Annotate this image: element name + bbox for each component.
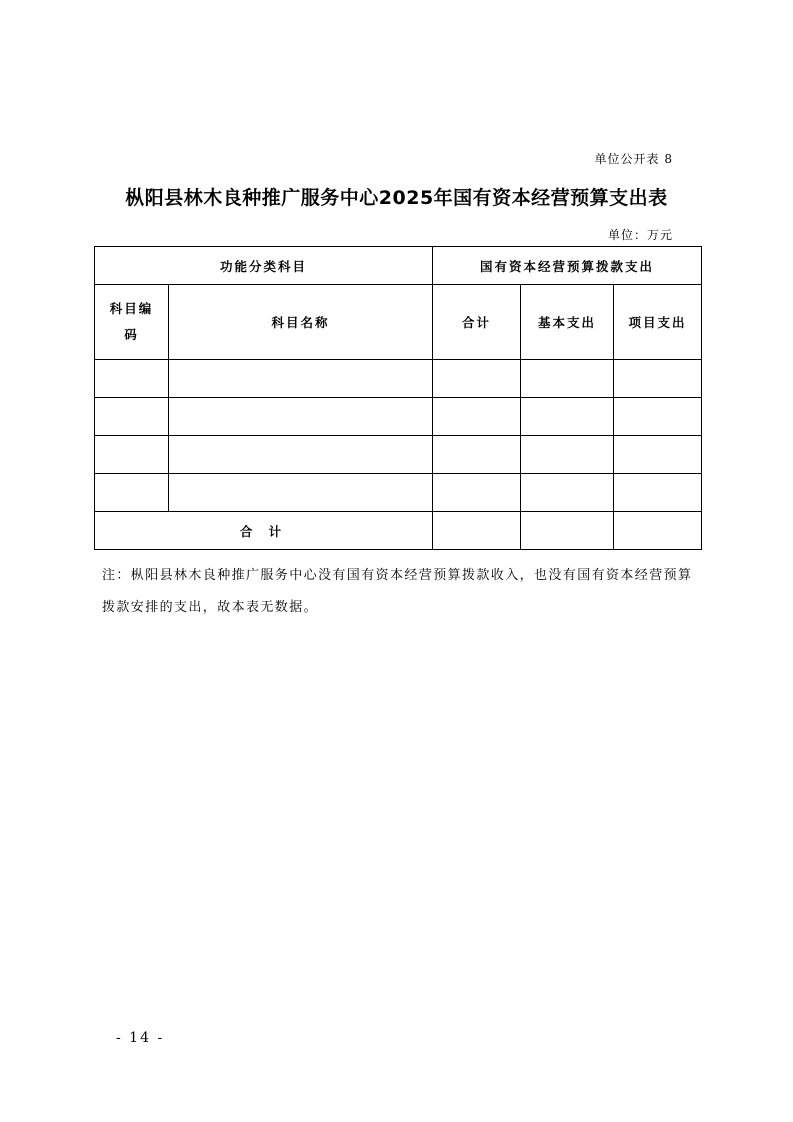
cell-basic — [521, 398, 614, 436]
cell-project — [614, 360, 702, 398]
cell-project-sum — [614, 512, 702, 550]
page-title: 枞阳县林木良种推广服务中心2025年国有资本经营预算支出表 — [125, 187, 668, 209]
table-header-row — [95, 285, 702, 360]
header-total: 合计 — [433, 285, 521, 360]
cell-total-sum — [433, 512, 521, 550]
cell-name — [169, 398, 433, 436]
table-row — [95, 398, 702, 436]
cell-code — [95, 360, 169, 398]
cell-total — [433, 360, 521, 398]
unit-label: 单位：万元 — [607, 228, 673, 242]
cell-basic-sum — [521, 512, 614, 550]
table-row — [95, 474, 702, 512]
cell-total — [433, 474, 521, 512]
header-project-expenditure: 项目支出 — [614, 285, 702, 360]
cell-name — [169, 436, 433, 474]
cell-name — [169, 474, 433, 512]
table-row — [95, 360, 702, 398]
cell-basic — [521, 360, 614, 398]
table-note: 注：枞阳县林木良种推广服务中心没有国有资本经营预算拨款收入，也没有国有资本经营预算拨款安排的支出，故本表无数据。 — [102, 568, 693, 615]
cell-code — [95, 398, 169, 436]
header-state-capital-expenditure: 国有资本经营预算拨款支出 — [433, 247, 702, 285]
cell-code — [95, 474, 169, 512]
header-functional-classification: 功能分类科目 — [95, 247, 433, 285]
header-subject-code — [95, 285, 169, 360]
table-total-row — [95, 512, 702, 550]
table-row — [95, 436, 702, 474]
header-subject-name: 科目名称 — [169, 285, 433, 360]
header-subject-code-label: 科目编码 — [109, 301, 154, 342]
cell-total — [433, 398, 521, 436]
cell-total — [433, 436, 521, 474]
cell-project — [614, 398, 702, 436]
form-number: 单位公开表 8 — [594, 152, 673, 166]
expenditure-table — [94, 246, 702, 550]
cell-basic — [521, 474, 614, 512]
cell-code — [95, 436, 169, 474]
cell-project — [614, 436, 702, 474]
cell-basic — [521, 436, 614, 474]
cell-project — [614, 474, 702, 512]
cell-name — [169, 360, 433, 398]
header-basic-expenditure: 基本支出 — [521, 285, 614, 360]
total-row-label: 合 计 — [95, 512, 433, 550]
table-header-group-row — [95, 247, 702, 285]
page-number: - 14 - — [116, 1030, 165, 1046]
